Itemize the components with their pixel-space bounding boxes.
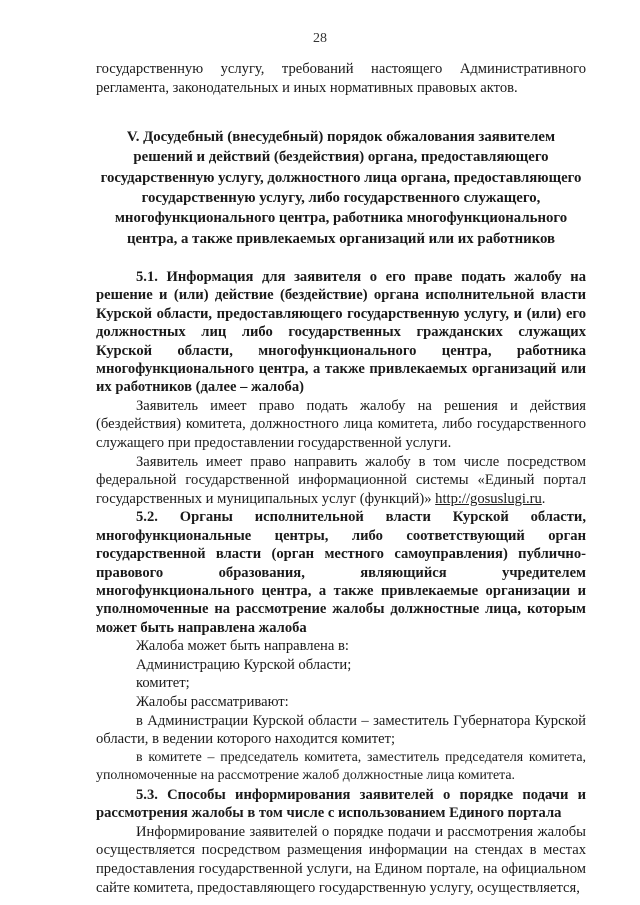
complaint-line: комитет; (136, 675, 190, 692)
section-5-3-paragraph-1: Информирование заявителей о порядке подачи и рассмотрения жалобы осуществляется посредством размещения информации на стендах в местах предоставления государственной услуги, на Едином портале, на официальном сайте комитета, предоставляющего государственную услугу, осуществляется, (96, 823, 586, 896)
section-5-2-title: 5.2. Органы исполнительной власти Курской области, многофункциональные центры, либо соответствующий орган государственной власти (орган местного самоуправления) публично-правового образования, являющийся учредителем многофункционального центра, а также привлекаемые организации и уполномоченные на рассмотрение жалобы должностные лица, которым может быть направлена жалоба (96, 509, 586, 636)
complaint-line: Администрацию Курской области; (136, 656, 352, 673)
complaint-line: в Администрации Курской области – заместитель Губернатора Курской области, в ведении которого находится комитет; (96, 712, 586, 748)
section-5-title: V. Досудебный (внесудебный) порядок обжалования заявителем решений и действий (бездействия) органа, предоставляющего государственную услугу, должностного лица органа, предоставляющего государственную услугу, либо государственного служащего, многофункционального центра, работника многофункционального центра, а также привлекаемых организаций или их работников (100, 129, 582, 247)
intro-paragraph: государственную услугу, требований настоящего Административного регламента, законодательных и иных нормативных правовых актов. (96, 61, 586, 96)
document-body (96, 60, 586, 897)
page-number: 28 (313, 31, 327, 46)
paragraph-text: Заявитель имеет право направить жалобу в том числе посредством федеральной государственной информационной системы «Единый портал государственных и муниципальных услуг (функций)» (96, 453, 586, 507)
complaint-line: в комитете – председатель комитета, заместитель председателя комитета, уполномоченные на рассмотрение жалоб должностные лица комитета. (96, 749, 586, 784)
section-5-3-title: 5.3. Способы информирования заявителей о порядке подачи и рассмотрения жалобы в том числе с использованием Единого портала (96, 786, 586, 822)
section-5-1-paragraph-1: Заявитель имеет право подать жалобу на решения и действия (бездействия) комитета, должностного лица комитета, либо государственного служащего при предоставлении государственной услуги. (96, 397, 586, 451)
paragraph-end: . (541, 490, 546, 507)
complaint-line: Жалобы рассматривают: (136, 694, 289, 710)
section-5-1-title: 5.1. Информация для заявителя о его праве подать жалобу на решение и (или) действие (бездействие) органа исполнительной власти Курской области, предоставляющего государственную услугу, и (или) его должностных лиц либо государственных гражданских служащих Курской области, многофункционального центра, работника многофункционального центра, а также привлекаемых организаций или их работников (далее – жалоба) (96, 268, 586, 396)
complaint-line: Жалоба может быть направлена в: (136, 638, 349, 655)
section-5-1-paragraph-2 (96, 453, 586, 509)
gosuslugi-link[interactable]: http://gosuslugi.ru (435, 490, 542, 507)
